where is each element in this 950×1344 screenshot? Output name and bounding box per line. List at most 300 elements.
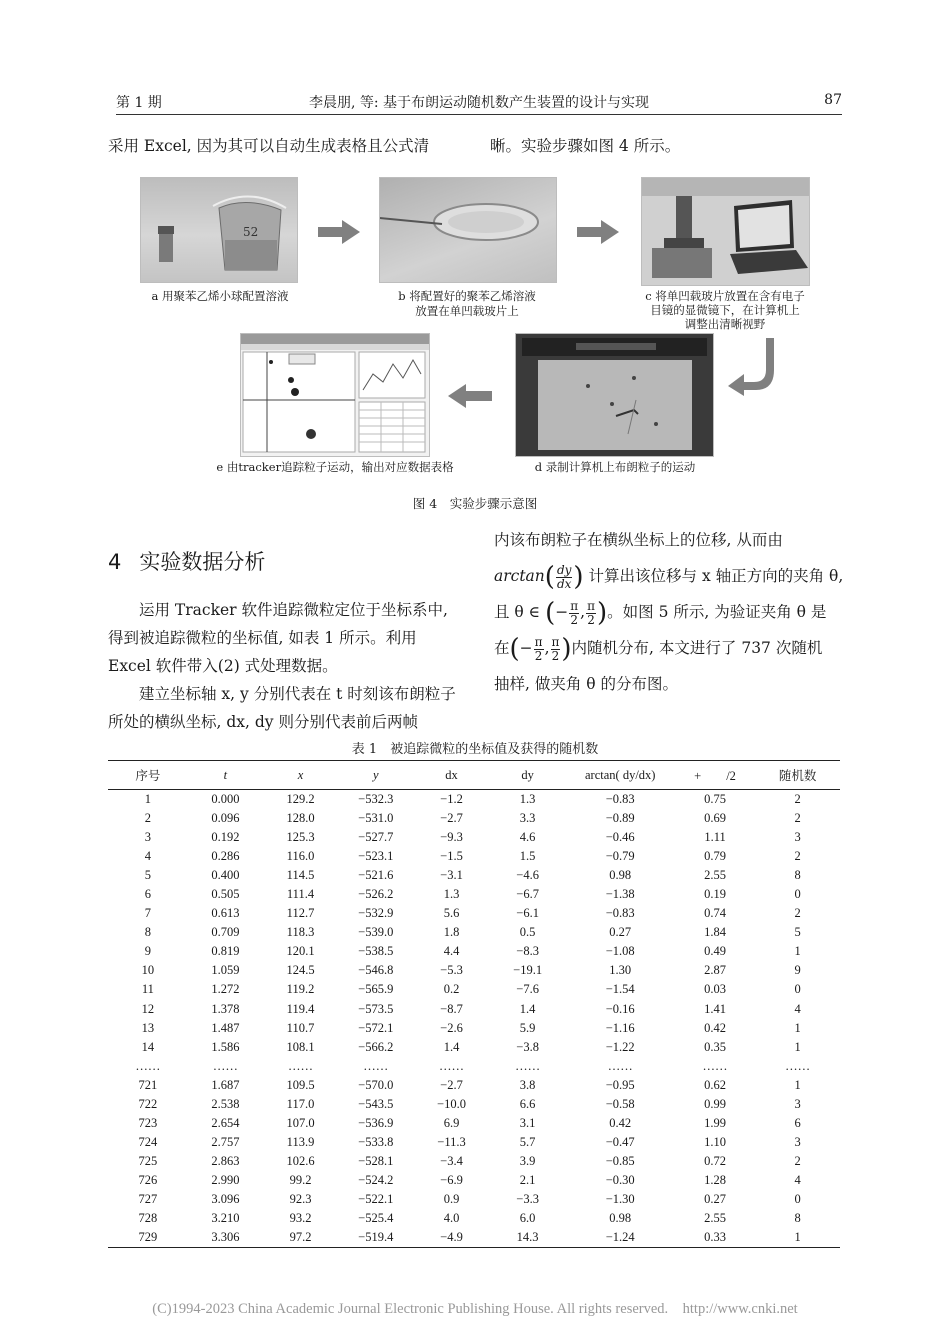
table-row — [108, 1228, 840, 1248]
left-column — [108, 596, 464, 736]
table-cell: 1.84 — [704, 925, 726, 940]
table-cell: −524.2 — [358, 1172, 394, 1187]
table-cell: −1.22 — [605, 1039, 635, 1054]
table-cell: −1.2 — [440, 792, 463, 807]
section-heading — [108, 546, 265, 576]
table-cell: −6.1 — [516, 906, 539, 921]
table-cell: 2.1 — [519, 1172, 536, 1187]
table-cell: …… — [785, 1058, 811, 1073]
right-line-2: arctan( $\frac{dy}{dx}$ ) 计算出该位移与 x 轴正方向的夹角 θ, — [494, 562, 844, 592]
table-cell: −531.0 — [358, 811, 394, 826]
table-cell: −5.3 — [440, 963, 463, 978]
right-line-2-text: 计算出该位移与 x 轴正方向的夹角 θ, — [588, 567, 844, 585]
table-cell: 5.7 — [519, 1134, 536, 1149]
table-cell: −0.85 — [605, 1153, 635, 1168]
dy-dx-fraction: $\frac{dy}{dx}$ — [556, 562, 572, 591]
table-cell: 108.1 — [286, 1039, 315, 1054]
table-row — [108, 866, 840, 885]
table-cell: 10 — [141, 963, 155, 978]
table-cell: 109.5 — [286, 1077, 315, 1092]
table-cell: 0.9 — [443, 1192, 460, 1206]
table-cell: 2.55 — [704, 1211, 726, 1226]
copyright-footer: (C)1994-2023 China Academic Journal Electronic Publishing House. All rights reserved. http://www.cnki.net — [152, 1301, 798, 1317]
right-line-5: 抽样, 做夹角 θ 的分布图。 — [494, 675, 679, 693]
table-row — [108, 1209, 840, 1228]
table-cell: 2.863 — [211, 1153, 240, 1168]
table-cell: 107.0 — [286, 1115, 315, 1130]
table-cell: 97.2 — [263, 1228, 338, 1248]
table-cell: 99.2 — [289, 1172, 312, 1187]
table-cell: 2.55 — [704, 868, 726, 883]
table-cell: …… — [135, 1058, 161, 1073]
table-cell: 0.99 — [704, 1096, 726, 1111]
table-cell: −1.30 — [605, 1192, 635, 1206]
table-cell: 8 — [144, 925, 152, 940]
table-cell: 117.0 — [286, 1096, 315, 1111]
table-cell: 5 — [144, 868, 152, 883]
table-cell: 722 — [138, 1096, 158, 1111]
table-cell: 3.8 — [519, 1077, 536, 1092]
table-cell: 3.3 — [519, 811, 536, 826]
table-cell: −7.6 — [516, 982, 539, 997]
table-cell: −11.3 — [437, 1134, 466, 1149]
table-cell: 2 — [794, 849, 801, 864]
table-cell: 5.9 — [519, 1020, 536, 1035]
table-cell: −3.8 — [516, 1039, 539, 1054]
table-cell: 0.19 — [704, 887, 726, 902]
table-cell: 111.4 — [286, 887, 315, 902]
table-cell: 0.69 — [704, 811, 726, 826]
neg-pi-half: $\frac{\pi}{2}$ — [570, 598, 579, 627]
table-cell: 128.0 — [286, 811, 315, 826]
table-cell: 3 — [794, 1134, 801, 1149]
paragraph-axes: 建立坐标轴 x, y 分别代表在 t 时刻该布朗粒子所处的横纵坐标, dx, dy 则分别代表前后两帧 — [108, 685, 456, 731]
photo-b-slide — [379, 177, 557, 283]
table-cell: −0.58 — [605, 1096, 635, 1111]
arrow-right-icon — [577, 220, 619, 244]
table-cell: 723 — [138, 1115, 158, 1130]
table-cell: 0.400 — [211, 868, 240, 883]
caption-b-line1: b 将配置好的聚苯乙烯溶液 — [398, 289, 536, 303]
table-row — [108, 1095, 840, 1114]
col-header: 序号 — [108, 761, 188, 790]
col-header: x — [263, 761, 338, 790]
table-cell: 1.11 — [704, 830, 726, 845]
screen-recording-illustration — [516, 334, 713, 456]
table-cell: 0.72 — [704, 1153, 726, 1168]
table-row — [108, 885, 840, 904]
table-row — [108, 1190, 840, 1209]
table-row — [108, 980, 840, 999]
neg-pi-half: $\frac{\pi}{2}$ — [534, 634, 543, 663]
table-cell: −1.24 — [566, 1228, 675, 1248]
table-cell: 0.192 — [211, 830, 240, 845]
table-cell: 2 — [794, 1153, 801, 1168]
paragraph-tracker: 运用 Tracker 软件追踪微粒定位于坐标系中, 得到被追踪微粒的坐标值, 如表 1 所示。利用 Excel 软件带入(2) 式处理数据。 — [108, 601, 448, 675]
table-cell: −4.9 — [413, 1228, 489, 1248]
table-cell: −2.7 — [440, 1077, 463, 1092]
table-cell: −1.08 — [605, 944, 635, 959]
table-cell: −19.1 — [513, 963, 543, 978]
table-cell: 1.8 — [443, 925, 460, 940]
table-cell: 3.306 — [188, 1228, 263, 1248]
table-cell: 725 — [138, 1153, 158, 1168]
table-cell: 2 — [794, 811, 801, 826]
table-cell: 113.9 — [286, 1134, 315, 1149]
table-cell: 1.378 — [211, 1001, 240, 1016]
table-row — [108, 942, 840, 961]
table-cell: 14 — [141, 1039, 155, 1054]
table-cell: 0.33 — [675, 1228, 756, 1248]
table-cell: 119.4 — [286, 1001, 315, 1016]
caption-d: d 录制计算机上布朗粒子的运动 — [534, 460, 696, 474]
photo-e-tracker — [240, 333, 430, 457]
table-row — [108, 1038, 840, 1057]
table-row — [108, 1171, 840, 1190]
table-cell: 724 — [138, 1134, 158, 1149]
figure-title: 图 4 实验步骤示意图 — [412, 496, 538, 511]
table-cell: 119.2 — [286, 982, 315, 997]
running-header — [116, 88, 842, 115]
table-row — [108, 1019, 840, 1038]
table-cell: 3.1 — [519, 1115, 536, 1130]
pi-half: $\frac{\pi}{2}$ — [587, 598, 595, 627]
arrow-right-icon — [318, 220, 360, 244]
table-cell: 3.210 — [211, 1211, 240, 1226]
table-cell: 1.41 — [704, 1001, 726, 1016]
table-title: 表 1 被追踪微粒的坐标值及获得的随机数 — [351, 742, 599, 757]
caption-e: e 由tracker追踪粒子运动，输出对应数据表格 — [216, 460, 454, 474]
table-cell: −10.0 — [437, 1096, 466, 1111]
table-cell: 1.30 — [609, 963, 632, 978]
table-cell: 125.3 — [286, 830, 315, 845]
col-header: dy — [490, 761, 566, 790]
table-cell: 1 — [794, 1077, 801, 1092]
table-cell: 5.6 — [443, 906, 460, 921]
table-cell: −2.7 — [440, 811, 463, 826]
table-cell: …… — [288, 1058, 313, 1073]
table-cell: 1.28 — [704, 1172, 726, 1187]
table-cell: 0.75 — [704, 792, 726, 807]
table-cell: 0.819 — [211, 944, 240, 959]
table-row — [108, 1152, 840, 1171]
intro-text-left: 采用 Excel, 因为其可以自动生成表格且公式清 — [108, 137, 430, 155]
table-cell: 8 — [794, 1211, 801, 1226]
table-cell: …… — [212, 1058, 238, 1073]
table-cell: 4.4 — [443, 944, 460, 959]
table-cell: −519.4 — [338, 1228, 413, 1248]
table-cell: 4.6 — [519, 830, 536, 845]
caption-a: a 用聚苯乙烯小球配置溶液 — [151, 289, 289, 303]
table-cell: 124.5 — [286, 963, 315, 978]
table-cell: −4.6 — [516, 868, 539, 883]
table-cell: 4 — [794, 1001, 801, 1016]
table-cell: …… — [515, 1058, 541, 1073]
table-cell: 0.505 — [211, 887, 240, 902]
table-cell: 0.62 — [704, 1077, 726, 1092]
table-cell: −0.46 — [605, 830, 635, 845]
table-cell: −0.47 — [605, 1134, 635, 1149]
table-cell: 116.0 — [286, 849, 315, 864]
table-row — [108, 904, 840, 923]
table-cell: 1.059 — [211, 963, 240, 978]
photo-a-beaker — [140, 177, 298, 283]
col-header: + /2 — [675, 761, 756, 790]
table-cell: 728 — [138, 1211, 158, 1226]
caption-c-line2: 目镜的显微镜下，在计算机上 — [650, 303, 800, 317]
table-cell: 2.757 — [211, 1134, 240, 1149]
table-cell: 0.286 — [211, 849, 240, 864]
table-cell: −0.79 — [605, 849, 635, 864]
table-cell: 6.0 — [519, 1211, 536, 1226]
microscope-laptop-illustration — [642, 178, 809, 285]
table-cell: 92.3 — [289, 1192, 312, 1206]
table-cell: 0 — [794, 887, 801, 902]
arrow-down-left-icon — [724, 336, 780, 396]
table-cell: 6 — [144, 887, 152, 902]
table-cell: −572.1 — [358, 1020, 394, 1035]
table-cell: 3 — [794, 1096, 801, 1111]
table-cell: 5 — [794, 925, 801, 940]
table-cell: 0.709 — [211, 925, 240, 940]
beaker-illustration — [141, 178, 297, 282]
table-cell: …… — [607, 1058, 633, 1073]
table-cell: 0.42 — [609, 1115, 632, 1130]
table-cell: 9 — [794, 963, 801, 978]
table-header-row — [108, 761, 840, 790]
section-title: 实验数据分析 — [139, 550, 266, 574]
table-cell: −1.5 — [440, 849, 463, 864]
arrow-left-icon — [448, 384, 492, 408]
table-cell: …… — [702, 1058, 728, 1073]
col-header: 随机数 — [755, 761, 840, 790]
table-cell: −543.5 — [358, 1096, 394, 1111]
table-cell: 1 — [144, 792, 152, 807]
table-cell: −526.2 — [358, 887, 394, 902]
table-cell: 4 — [794, 1172, 801, 1187]
table-cell: 120.1 — [286, 944, 315, 959]
table-cell: 0.613 — [211, 906, 240, 921]
col-header: y — [338, 761, 413, 790]
photo-c-microscope — [641, 177, 810, 286]
section-number: 4 — [108, 550, 122, 574]
table-row — [108, 961, 840, 980]
table-cell: 2.654 — [211, 1115, 240, 1130]
table-cell: −527.7 — [358, 830, 394, 845]
intro-text-right: 晰。实验步骤如图 4 所示。 — [490, 137, 681, 155]
table-cell: 3 — [144, 830, 152, 845]
table-cell: 0.79 — [704, 849, 726, 864]
table-cell: …… — [363, 1058, 389, 1073]
table-cell: −0.30 — [605, 1172, 635, 1187]
table-cell: −546.8 — [358, 963, 394, 978]
issue-label: 第 1 期 — [116, 95, 162, 111]
table-cell: 12 — [141, 1001, 155, 1016]
table-cell: 0.27 — [609, 925, 632, 940]
table-cell: 2.538 — [211, 1096, 240, 1111]
col-header: arctan( dy/dx) — [566, 761, 675, 790]
table-cell: −573.5 — [358, 1001, 394, 1016]
right-column — [494, 522, 844, 702]
table-cell: 3.096 — [211, 1192, 240, 1206]
table-cell: 0.74 — [704, 906, 726, 921]
table-cell: −566.2 — [358, 1039, 394, 1054]
table-cell: 0.98 — [609, 868, 632, 883]
table-cell: 118.3 — [286, 925, 315, 940]
table-cell: 0.27 — [704, 1192, 726, 1206]
right-line-3: 且 θ ∈ (− $\frac{\pi}{2}$ , $\frac{\pi}{2}$ )。如图 5 所示, 为验证夹角 θ 是 — [494, 598, 827, 628]
table-row — [108, 1114, 840, 1133]
table-row — [108, 923, 840, 942]
table-cell: 3 — [794, 830, 801, 845]
table-cell: 93.2 — [289, 1211, 312, 1226]
table-cell: 13 — [141, 1020, 155, 1035]
table-cell: 0 — [794, 982, 801, 997]
table-cell: 114.5 — [286, 868, 315, 883]
col-header: dx — [413, 761, 489, 790]
table-cell: −8.7 — [440, 1001, 463, 1016]
table-cell: −533.8 — [358, 1134, 394, 1149]
table-cell: 1.99 — [704, 1115, 726, 1130]
table-cell: −3.4 — [440, 1153, 463, 1168]
table-cell: −0.89 — [605, 811, 635, 826]
table-cell: −570.0 — [358, 1077, 394, 1092]
table-cell: −525.4 — [358, 1211, 394, 1226]
svg-text:52: 52 — [243, 225, 259, 239]
table-cell: 0.49 — [704, 944, 726, 959]
table-cell: −9.3 — [440, 830, 463, 845]
slide-illustration — [380, 178, 556, 282]
table-cell: …… — [439, 1058, 464, 1073]
table-cell: −536.9 — [358, 1115, 394, 1130]
table-cell: −528.1 — [358, 1153, 394, 1168]
right-line-4-text: 内随机分布, 本文进行了 737 次随机 — [571, 639, 823, 657]
table-cell: 2 — [794, 906, 801, 921]
table-cell: 1.487 — [211, 1020, 240, 1035]
table-cell: 0.98 — [609, 1211, 632, 1226]
table-cell: 2 — [144, 811, 152, 826]
table-cell: 6 — [794, 1115, 801, 1130]
caption-b-line2: 放置在单凹载玻片上 — [415, 304, 519, 318]
table-row — [108, 1076, 840, 1095]
table-cell: 4.0 — [443, 1211, 460, 1226]
table-cell: −6.7 — [516, 887, 539, 902]
table-row — [108, 1000, 840, 1019]
table-cell: −565.9 — [358, 982, 394, 997]
table-cell: −539.0 — [358, 925, 394, 940]
table-cell: 112.7 — [286, 906, 315, 921]
coordinate-table — [108, 760, 840, 1248]
table-row — [108, 1057, 840, 1076]
arctan-function: arctan — [494, 567, 545, 585]
photo-d-recording — [515, 333, 714, 457]
table-cell: 6.6 — [519, 1096, 536, 1111]
table-cell: 1 — [794, 1020, 801, 1035]
table-cell: 1.5 — [519, 849, 536, 864]
table-cell: 729 — [108, 1228, 188, 1248]
tracker-software-illustration — [241, 334, 429, 456]
table-cell: 2.87 — [704, 963, 726, 978]
table-cell: 0.2 — [443, 982, 460, 997]
caption-c-line3: 调整出清晰视野 — [684, 317, 766, 331]
table-cell: 1.3 — [443, 887, 460, 902]
table-cell: 0.35 — [704, 1039, 726, 1054]
table-cell: 6.9 — [443, 1115, 460, 1130]
table-cell: 726 — [138, 1172, 158, 1187]
table-cell: 0.5 — [519, 925, 536, 940]
pi-half: $\frac{\pi}{2}$ — [551, 634, 560, 663]
table-cell: −532.9 — [358, 906, 394, 921]
right-line-1: 内该布朗粒子在横纵坐标上的位移, 从而由 — [494, 531, 783, 549]
table-cell: 129.2 — [286, 792, 315, 807]
table-cell: 11 — [141, 982, 154, 997]
table-cell: 1.4 — [519, 1001, 536, 1016]
table-cell: 721 — [138, 1077, 158, 1092]
table-cell: 1.3 — [519, 792, 536, 807]
table-cell: 4 — [144, 849, 152, 864]
table-cell: 9 — [144, 944, 152, 959]
table-cell: −0.95 — [605, 1077, 635, 1092]
table-cell: 1 — [794, 1039, 801, 1054]
table-cell: 14.3 — [490, 1228, 566, 1248]
table-cell: −1.54 — [605, 982, 635, 997]
table-cell: 3.9 — [519, 1153, 536, 1168]
table-cell: 102.6 — [286, 1153, 315, 1168]
table-row — [108, 809, 840, 828]
table-cell: −1.38 — [605, 887, 635, 902]
table-cell: −6.9 — [440, 1172, 463, 1187]
table-cell: −538.5 — [358, 944, 394, 959]
table-cell: 2.990 — [211, 1172, 240, 1187]
table-cell: −1.16 — [605, 1020, 635, 1035]
right-line-4: 在(− $\frac{\pi}{2}$ , $\frac{\pi}{2}$ )内随机分布, 本文进行了 737 次随机 — [494, 634, 823, 664]
table-cell: 1 — [755, 1228, 840, 1248]
caption-c-line1: c 将单凹载玻片放置在含有电子 — [645, 289, 805, 303]
table-cell: 0 — [794, 1192, 801, 1206]
table-cell: −521.6 — [358, 868, 394, 883]
table-cell: 1.10 — [704, 1134, 726, 1149]
table-cell: 2 — [794, 792, 801, 807]
table-cell: 0.03 — [704, 982, 726, 997]
table-cell: 0.42 — [704, 1020, 726, 1035]
table-cell: −2.6 — [440, 1020, 463, 1035]
table-cell: −522.1 — [358, 1192, 394, 1206]
table-cell: −3.3 — [516, 1192, 539, 1206]
table-cell: 1.272 — [211, 982, 240, 997]
table-cell: −0.16 — [605, 1001, 635, 1016]
table-cell: 1.4 — [443, 1039, 460, 1054]
right-line-3-text: 。如图 5 所示, 为验证夹角 θ 是 — [607, 603, 827, 621]
table-row — [108, 847, 840, 866]
table-cell: −0.83 — [605, 792, 635, 807]
table-row — [108, 790, 840, 810]
col-header: t — [188, 761, 263, 790]
table-cell: −523.1 — [358, 849, 394, 864]
table-cell: −532.3 — [358, 792, 394, 807]
running-title: 李晨朋, 等: 基于布朗运动随机数产生装置的设计与实现 — [308, 95, 650, 111]
page-number: 87 — [824, 92, 842, 108]
table-cell: 7 — [144, 906, 152, 921]
table-cell: 0.096 — [211, 811, 240, 826]
table-cell: −3.1 — [440, 868, 463, 883]
table-row — [108, 828, 840, 847]
table-cell: 110.7 — [286, 1020, 315, 1035]
table-cell: −8.3 — [516, 944, 539, 959]
table-row — [108, 1133, 840, 1152]
table-cell: 1.687 — [211, 1077, 240, 1092]
table-cell: 1.586 — [211, 1039, 240, 1054]
table-cell: 727 — [138, 1192, 158, 1206]
